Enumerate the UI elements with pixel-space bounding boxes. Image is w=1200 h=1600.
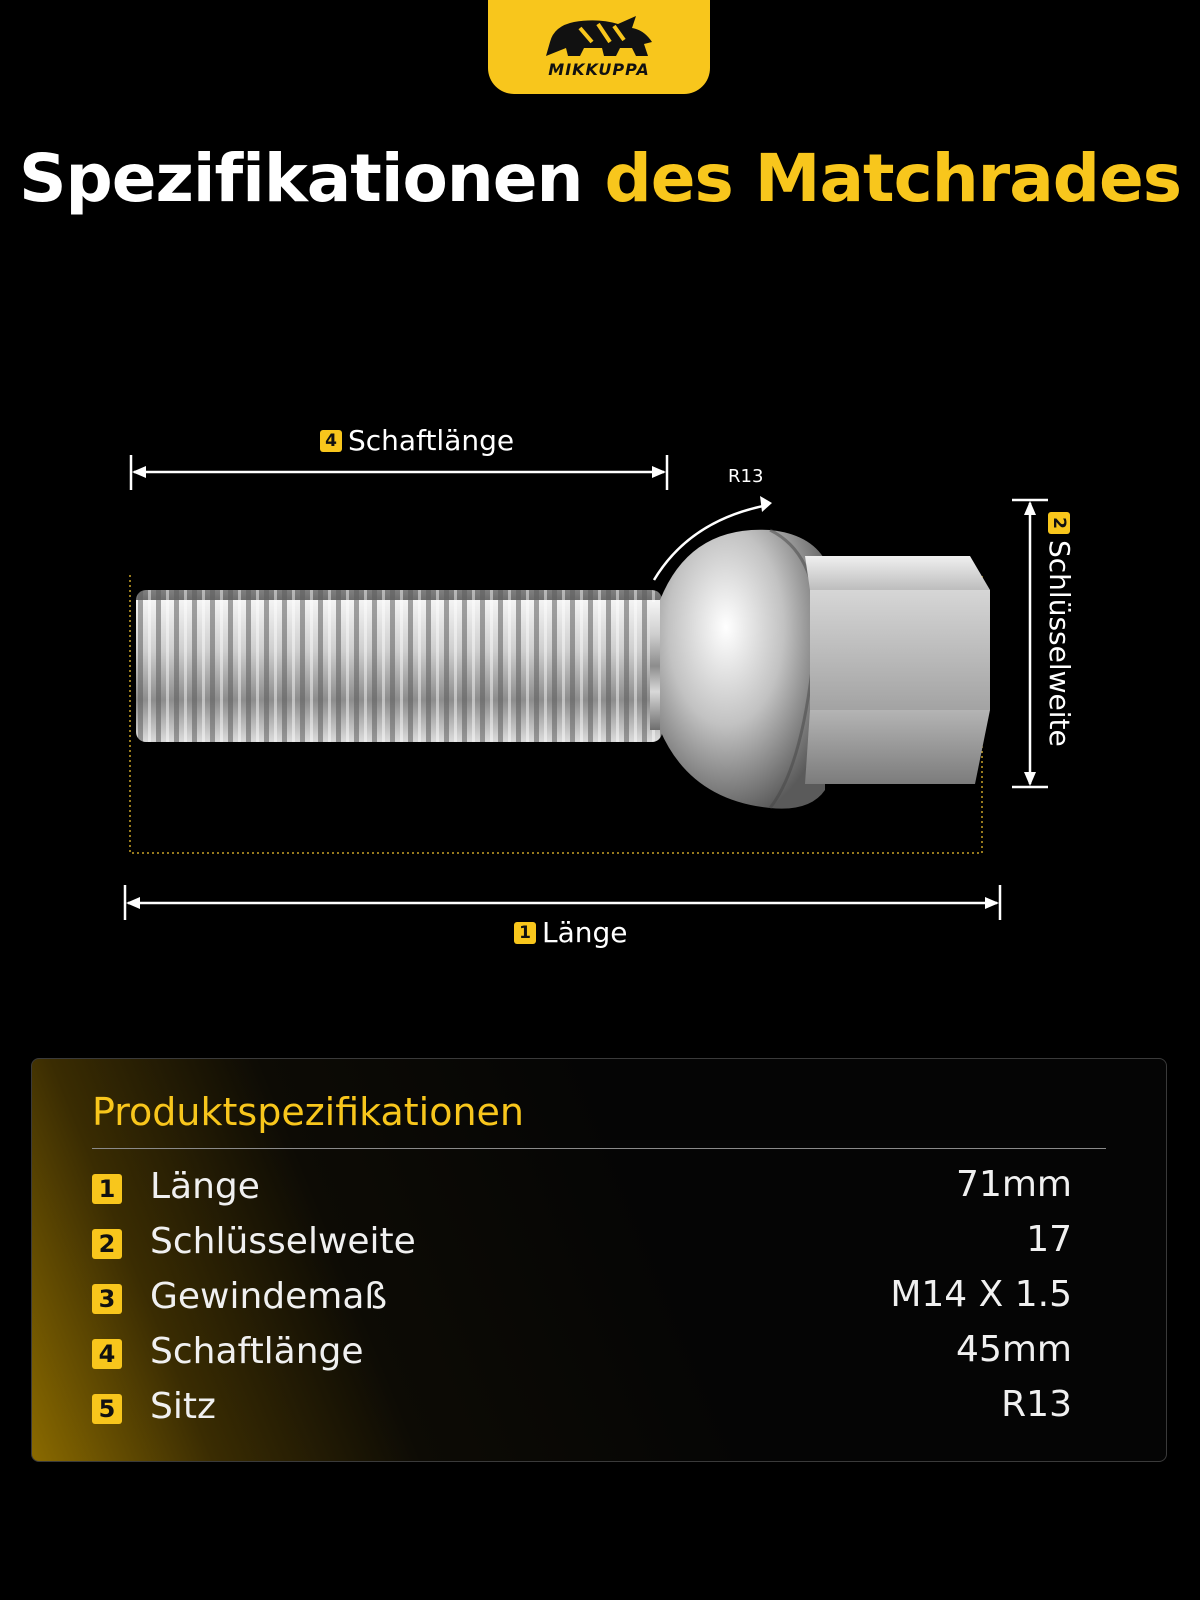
bolt-hex [805, 556, 990, 590]
wrench-size-text: Schlüsselweite [1043, 540, 1076, 747]
spec-number-badge: 5 [92, 1394, 122, 1424]
shaft-length-label [320, 424, 514, 457]
spec-name: Schlüsselweite [150, 1221, 416, 1262]
overall-length-label [514, 916, 628, 949]
bolt-thread [136, 590, 662, 742]
spec-row [92, 1219, 1072, 1271]
rhino-icon [540, 12, 658, 58]
spec-number-badge: 4 [92, 1339, 122, 1369]
wrench-size-label [1042, 512, 1082, 762]
title-white-part: Spezifikationen [18, 140, 583, 217]
spec-row [92, 1384, 1072, 1436]
spec-row [92, 1329, 1072, 1381]
spec-row [92, 1164, 1072, 1216]
brand-logo [488, 0, 710, 94]
spec-number-badge: 2 [92, 1229, 122, 1259]
spec-title: Produktspezifikationen [92, 1090, 525, 1134]
page-title [0, 140, 1200, 217]
bolt-head [660, 530, 825, 809]
spec-value: 71mm [956, 1164, 1072, 1205]
spec-name: Gewindemaß [150, 1276, 388, 1317]
shaft-length-text: Schaftlänge [348, 424, 515, 457]
bolt-diagram [0, 400, 1200, 960]
badge-2: 2 [1049, 512, 1071, 534]
title-yellow-part: des Matchrades [604, 140, 1182, 217]
spec-row [92, 1274, 1072, 1326]
spec-name: Schaftlänge [150, 1331, 364, 1372]
spec-value: R13 [1001, 1384, 1072, 1425]
spec-value: M14 X 1.5 [890, 1274, 1072, 1315]
spec-number-badge: 3 [92, 1284, 122, 1314]
seat-radius-label: R13 [728, 466, 764, 487]
badge-4: 4 [320, 430, 342, 452]
spec-name: Sitz [150, 1386, 216, 1427]
spec-name: Länge [150, 1166, 260, 1207]
spec-value: 17 [1026, 1219, 1072, 1260]
badge-1: 1 [514, 922, 536, 944]
brand-name: MIKKUPPA [548, 60, 650, 79]
spec-divider [92, 1148, 1106, 1149]
spec-number-badge: 1 [92, 1174, 122, 1204]
spec-value: 45mm [956, 1329, 1072, 1370]
overall-length-text: Länge [542, 916, 628, 949]
